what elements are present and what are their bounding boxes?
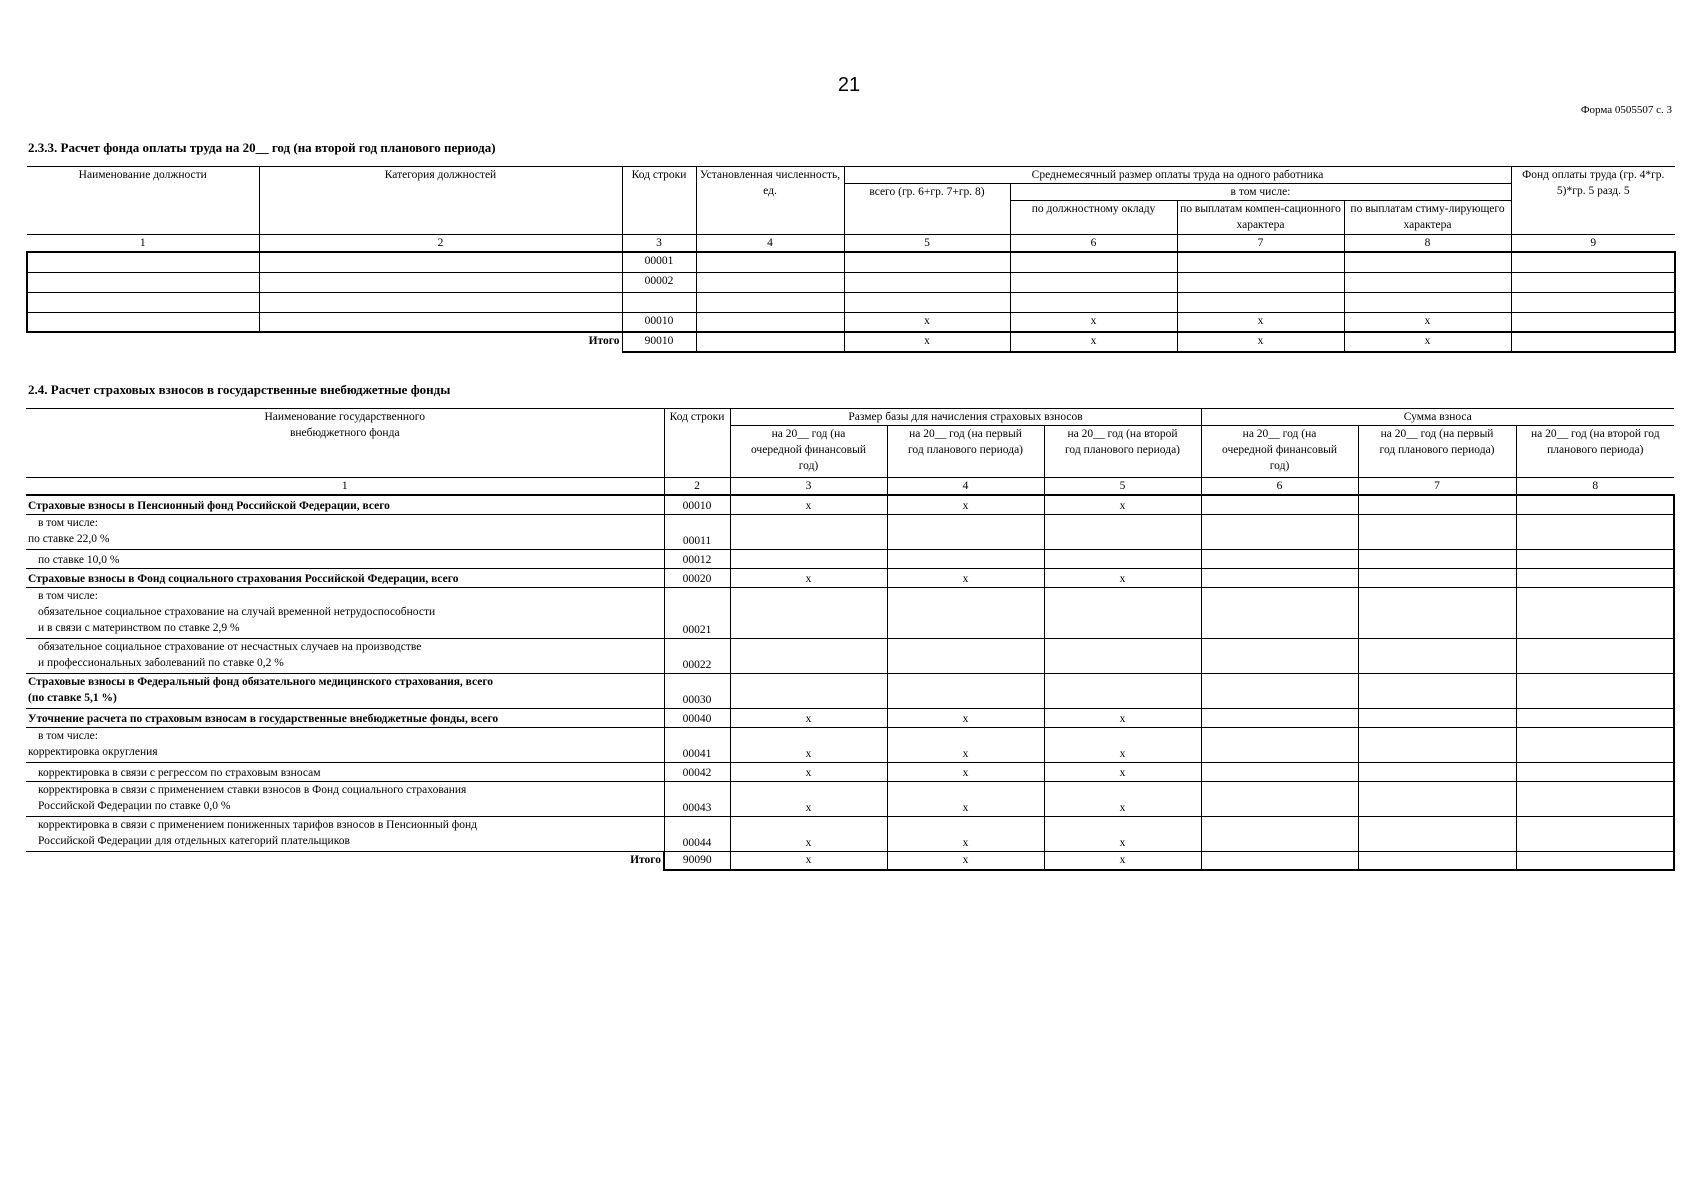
cell-x: x (887, 568, 1044, 587)
table-row (27, 272, 1675, 292)
cell-position[interactable] (27, 272, 259, 292)
cell-value[interactable] (1358, 549, 1516, 568)
row-label: обязательное социальное страхование от несчастных случаев на производстве и профессиональных заболеваний по ставке 0,2 % (26, 638, 664, 673)
row-code: 00020 (664, 568, 730, 587)
row-code: 00042 (664, 762, 730, 781)
cell-value[interactable] (844, 292, 1010, 312)
header-fund-name: Наименование государственного внебюджетного фонда (26, 409, 664, 478)
row-code: 00022 (664, 638, 730, 673)
cell-value[interactable] (1511, 272, 1675, 292)
cell-value[interactable] (1010, 272, 1177, 292)
header-sum-group: Сумма взноса (1201, 409, 1674, 426)
row-label: Страховые взносы в Федеральный фонд обязательного медицинского страхования, всего (по ставке 5,1 %) (26, 673, 664, 708)
row-label: в том числе: корректировка округления (26, 727, 664, 762)
cell-value[interactable] (1516, 638, 1674, 673)
total-row (26, 851, 1674, 870)
cell-value[interactable] (1044, 673, 1201, 708)
col-number: 6 (1010, 235, 1177, 253)
cell-value[interactable] (1516, 568, 1674, 587)
col-number: 3 (730, 478, 887, 496)
column-numbers-row (26, 478, 1674, 496)
total-row (27, 332, 1675, 352)
cell-value[interactable] (1516, 851, 1674, 870)
table-row (26, 762, 1674, 781)
row-code: 00030 (664, 673, 730, 708)
cell-value[interactable] (1201, 781, 1358, 816)
header-line-code: Код строки (664, 409, 730, 478)
table-row (26, 816, 1674, 851)
cell-category[interactable] (259, 252, 622, 272)
table-row (26, 514, 1674, 549)
cell-value[interactable] (887, 514, 1044, 549)
table-row (27, 292, 1675, 312)
row-code: 00021 (664, 587, 730, 638)
cell-value[interactable] (1516, 495, 1674, 514)
total-code: 90090 (664, 851, 730, 870)
header-avg-salary-group: Среднемесячный размер оплаты труда на одного работника (844, 167, 1511, 184)
cell-value[interactable] (1511, 332, 1675, 352)
header-headcount: Установленная численность, ед. (696, 167, 844, 235)
cell-position[interactable] (27, 312, 259, 332)
cell-code: 00001 (622, 252, 696, 272)
column-numbers-row (27, 235, 1675, 253)
cell-value[interactable] (1044, 549, 1201, 568)
cell-value[interactable] (1358, 762, 1516, 781)
header-year-first: на 20__ год (на первый год планового периода) (1358, 426, 1516, 478)
cell-value[interactable] (730, 673, 887, 708)
header-base-group: Размер базы для начисления страховых взносов (730, 409, 1201, 426)
cell-value[interactable] (1358, 638, 1516, 673)
cell-value[interactable] (887, 673, 1044, 708)
cell-value[interactable] (1516, 762, 1674, 781)
row-label: в том числе: обязательное социальное страхование на случай временной нетрудоспособности и в связи с материнством по ставке 2,9 % (26, 587, 664, 638)
table-row (26, 727, 1674, 762)
cell-x: x (887, 762, 1044, 781)
cell-value[interactable] (696, 332, 844, 352)
row-code: 00043 (664, 781, 730, 816)
cell-value[interactable] (1044, 587, 1201, 638)
cell-value[interactable] (1511, 312, 1675, 332)
cell-value[interactable] (1177, 292, 1344, 312)
cell-x: x (1010, 312, 1177, 332)
page-number: 21 (837, 74, 861, 96)
header-compensation: по выплатам компен-сационного характера (1177, 201, 1344, 235)
header-including: в том числе: (1010, 184, 1511, 201)
cell-value[interactable] (1044, 514, 1201, 549)
cell-value[interactable] (730, 549, 887, 568)
cell-value[interactable] (1358, 727, 1516, 762)
col-number: 1 (27, 235, 259, 253)
header-incentive: по выплатам стиму-лирующего характера (1344, 201, 1511, 235)
cell-value[interactable] (1201, 495, 1358, 514)
col-number: 2 (664, 478, 730, 496)
header-position-category: Категория должностей (259, 167, 622, 235)
col-number: 7 (1177, 235, 1344, 253)
cell-value[interactable] (1344, 252, 1511, 272)
cell-x: x (730, 495, 887, 514)
cell-value[interactable] (1201, 514, 1358, 549)
insurance-contributions-table (26, 408, 1675, 871)
cell-value[interactable] (696, 292, 844, 312)
cell-value[interactable] (1516, 727, 1674, 762)
table-row (26, 673, 1674, 708)
row-code: 00044 (664, 816, 730, 851)
cell-x: x (730, 781, 887, 816)
cell-value[interactable] (1201, 816, 1358, 851)
cell-value[interactable] (1044, 638, 1201, 673)
cell-value[interactable] (730, 587, 887, 638)
row-label: Уточнение расчета по страховым взносам в государственные внебюджетные фонды, всего (26, 708, 664, 727)
header-year-first: на 20__ год (на первый год планового периода) (887, 426, 1044, 478)
cell-x: x (1177, 312, 1344, 332)
cell-value[interactable] (1177, 252, 1344, 272)
header-year-second: на 20__ год (на второй год планового периода) (1044, 426, 1201, 478)
cell-x: x (730, 762, 887, 781)
cell-value[interactable] (1358, 781, 1516, 816)
cell-x: x (844, 332, 1010, 352)
cell-value[interactable] (730, 514, 887, 549)
cell-value[interactable] (887, 638, 1044, 673)
cell-category[interactable] (259, 292, 622, 312)
cell-value[interactable] (887, 587, 1044, 638)
cell-value[interactable] (1201, 549, 1358, 568)
cell-value[interactable] (1516, 549, 1674, 568)
col-number: 4 (887, 478, 1044, 496)
cell-x: x (1344, 312, 1511, 332)
cell-x: x (1044, 816, 1201, 851)
cell-value[interactable] (696, 252, 844, 272)
header-position-name: Наименование должности (27, 167, 259, 235)
table-row (26, 587, 1674, 638)
total-code: 90010 (622, 332, 696, 352)
table-row (26, 495, 1674, 514)
row-label: Страховые взносы в Фонд социального страхования Российской Федерации, всего (26, 568, 664, 587)
cell-x: x (730, 851, 887, 870)
cell-x: x (1044, 781, 1201, 816)
col-number: 5 (1044, 478, 1201, 496)
cell-x: x (887, 495, 1044, 514)
cell-x: x (1044, 851, 1201, 870)
table-row (27, 252, 1675, 272)
section-title-2-3-3: 2.3.3. Расчет фонда оплаты труда на 20__ год (на второй год планового периода) (28, 140, 496, 155)
cell-value[interactable] (1516, 587, 1674, 638)
header-total: всего (гр. 6+гр. 7+гр. 8) (844, 184, 1010, 235)
cell-value[interactable] (1358, 514, 1516, 549)
cell-value[interactable] (1010, 292, 1177, 312)
row-label: по ставке 10,0 % (26, 549, 664, 568)
cell-x: x (1344, 332, 1511, 352)
cell-value[interactable] (1177, 272, 1344, 292)
cell-value[interactable] (1358, 851, 1516, 870)
cell-value[interactable] (1511, 252, 1675, 272)
form-reference: Форма 0505507 с. 3 (1580, 104, 1672, 116)
row-label: корректировка в связи с применением ставки взносов в Фонд социального страхования Российской Федерации по ставке 0,0 % (26, 781, 664, 816)
total-label: Итого (27, 332, 622, 352)
cell-x: x (730, 568, 887, 587)
cell-x: x (1044, 708, 1201, 727)
row-label: Страховые взносы в Пенсионный фонд Российской Федерации, всего (26, 495, 664, 514)
header-year-current: на 20__ год (на очередной финансовый год) (730, 426, 887, 478)
col-number: 5 (844, 235, 1010, 253)
header-payroll-fund: Фонд оплаты труда (гр. 4*гр. 5)*гр. 5 разд. 5 (1511, 167, 1675, 235)
cell-x: x (1044, 727, 1201, 762)
cell-x: x (887, 708, 1044, 727)
cell-position[interactable] (27, 252, 259, 272)
cell-value[interactable] (1516, 781, 1674, 816)
row-label: корректировка в связи с регрессом по страховым взносам (26, 762, 664, 781)
cell-x: x (1044, 762, 1201, 781)
cell-position[interactable] (27, 292, 259, 312)
cell-x: x (730, 816, 887, 851)
col-number: 7 (1358, 478, 1516, 496)
cell-x: x (730, 708, 887, 727)
cell-value[interactable] (696, 312, 844, 332)
cell-value[interactable] (1358, 587, 1516, 638)
row-code: 00010 (664, 495, 730, 514)
row-code: 00012 (664, 549, 730, 568)
col-number: 8 (1516, 478, 1674, 496)
cell-code: 00002 (622, 272, 696, 292)
cell-code: 00010 (622, 312, 696, 332)
cell-value[interactable] (1201, 727, 1358, 762)
cell-value[interactable] (1358, 816, 1516, 851)
cell-x: x (730, 727, 887, 762)
cell-value[interactable] (1511, 292, 1675, 312)
payroll-fund-table (26, 166, 1676, 353)
header-line-code: Код строки (622, 167, 696, 235)
cell-value[interactable] (1358, 495, 1516, 514)
cell-value[interactable] (1516, 673, 1674, 708)
table-row (27, 312, 1675, 332)
cell-value[interactable] (1358, 708, 1516, 727)
cell-value[interactable] (1201, 673, 1358, 708)
cell-value[interactable] (1201, 851, 1358, 870)
cell-value[interactable] (1201, 638, 1358, 673)
cell-value[interactable] (1516, 514, 1674, 549)
cell-x: x (844, 312, 1010, 332)
cell-value[interactable] (844, 252, 1010, 272)
row-label: в том числе: по ставке 22,0 % (26, 514, 664, 549)
cell-value[interactable] (1201, 762, 1358, 781)
col-number: 4 (696, 235, 844, 253)
col-number: 3 (622, 235, 696, 253)
cell-value[interactable] (1358, 673, 1516, 708)
cell-category[interactable] (259, 272, 622, 292)
cell-value[interactable] (696, 272, 844, 292)
cell-value[interactable] (887, 549, 1044, 568)
cell-value[interactable] (844, 272, 1010, 292)
cell-x: x (887, 816, 1044, 851)
cell-x: x (1044, 568, 1201, 587)
cell-x: x (1010, 332, 1177, 352)
cell-value[interactable] (1344, 292, 1511, 312)
row-code: 00011 (664, 514, 730, 549)
col-number: 1 (26, 478, 664, 496)
col-number: 9 (1511, 235, 1675, 253)
cell-x: x (887, 851, 1044, 870)
cell-x: x (1044, 495, 1201, 514)
cell-value[interactable] (1358, 568, 1516, 587)
header-year-second: на 20__ год (на второй год планового периода) (1516, 426, 1674, 478)
row-code: 00040 (664, 708, 730, 727)
cell-value[interactable] (1201, 587, 1358, 638)
cell-x: x (887, 781, 1044, 816)
cell-value[interactable] (1201, 568, 1358, 587)
cell-x: x (887, 727, 1044, 762)
col-number: 6 (1201, 478, 1358, 496)
header-year-current: на 20__ год (на очередной финансовый год) (1201, 426, 1358, 478)
table-row (26, 781, 1674, 816)
header-base-salary: по должностному окладу (1010, 201, 1177, 235)
cell-value[interactable] (1516, 816, 1674, 851)
total-label: Итого (26, 851, 664, 870)
cell-value[interactable] (1516, 708, 1674, 727)
table-row (26, 549, 1674, 568)
col-number: 8 (1344, 235, 1511, 253)
table-row (26, 708, 1674, 727)
cell-category[interactable] (259, 312, 622, 332)
cell-x: x (1177, 332, 1344, 352)
col-number: 2 (259, 235, 622, 253)
table-row (26, 638, 1674, 673)
cell-value[interactable] (1344, 272, 1511, 292)
cell-value[interactable] (1010, 252, 1177, 272)
row-label: корректировка в связи с применением пониженных тарифов взносов в Пенсионный фонд Российской Федерации для отдельных категорий плательщиков (26, 816, 664, 851)
cell-value[interactable] (1201, 708, 1358, 727)
cell-value[interactable] (730, 638, 887, 673)
row-code: 00041 (664, 727, 730, 762)
cell-code (622, 292, 696, 312)
section-title-2-4: 2.4. Расчет страховых взносов в государственные внебюджетные фонды (28, 382, 451, 397)
table-row (26, 568, 1674, 587)
